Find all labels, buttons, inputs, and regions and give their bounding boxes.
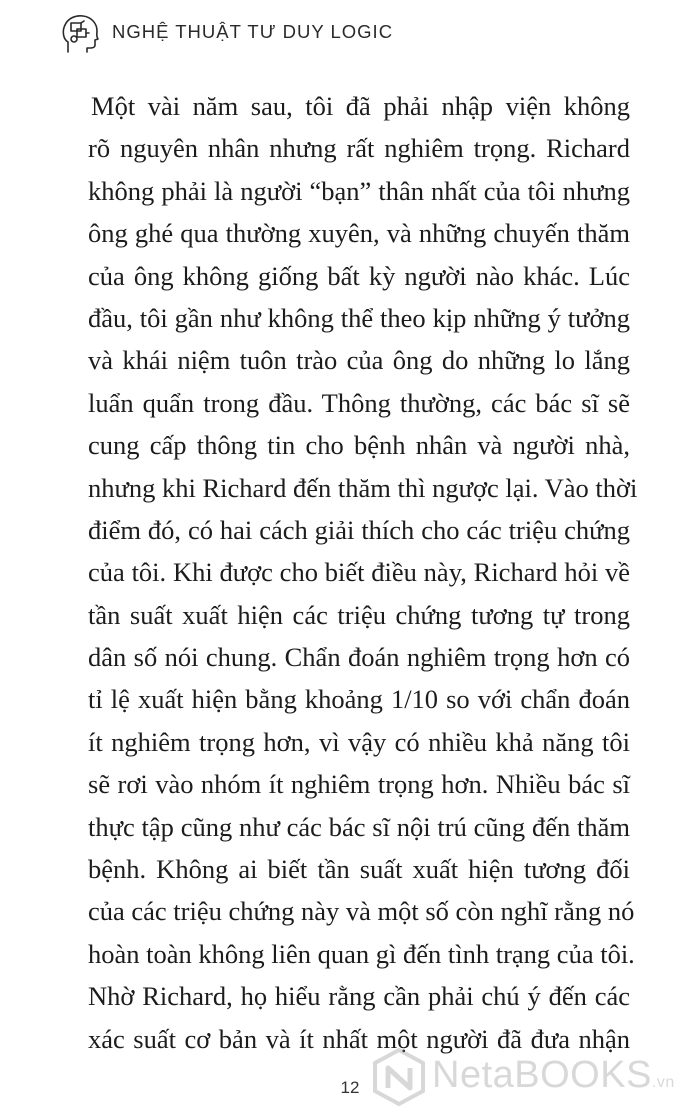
header-title: NGHỆ THUẬT TƯ DUY LOGIC — [112, 21, 394, 42]
text-line: nhưng khi Richard đến thăm thì ngược lại. Vào thời — [88, 472, 638, 503]
page-number: 12 — [340, 1078, 360, 1097]
text-line: điểm đó, có hai cách giải thích cho các triệu chứng — [88, 514, 630, 545]
text-line: ít nghiêm trọng hơn, vì vậy có nhiều khả năng tôi — [88, 726, 630, 757]
text-line: và khái niệm tuôn trào của ông do những lo lắng — [88, 345, 630, 376]
watermark-text — [432, 1054, 675, 1097]
text-line: dân số nói chung. Chẩn đoán nghiêm trọng hơn có — [88, 642, 630, 673]
text-line: của ông không giống bất kỳ người nào khác. Lúc — [88, 260, 630, 291]
watermark-brand: NetaBOOKS — [432, 1054, 652, 1096]
text-line: tỉ lệ xuất hiện bằng khoảng 1/10 so với chẩn đoán — [88, 684, 630, 715]
text-line: xác suất cơ bản và ít nhất một người đã đưa nhận — [88, 1023, 630, 1054]
text-line: sẽ rơi vào nhóm ít nghiêm trọng hơn. Nhiều bác sĩ — [88, 769, 630, 800]
running-header — [60, 12, 660, 56]
text-line: của các triệu chứng này và một số còn nghĩ rằng nó — [88, 896, 635, 927]
text-line: của tôi. Khi được cho biết điều này, Richard hỏi về — [88, 557, 630, 588]
head-with-gears-icon — [60, 12, 102, 54]
watermark — [372, 1048, 692, 1108]
text-line: hoàn toàn không liên quan gì đến tình trạng của tôi. — [88, 938, 635, 969]
text-line: tần suất xuất hiện các triệu chứng tương tự trong — [88, 599, 630, 630]
text-line: luẩn quẩn trong đầu. Thông thường, các bác sĩ sẽ — [88, 387, 630, 418]
watermark-suffix: .vn — [651, 1074, 675, 1091]
text-line: đầu, tôi gần như không thể theo kịp những ý tưởng — [88, 302, 630, 333]
text-line: thực tập cũng như các bác sĩ nội trú cũng đến thăm — [88, 811, 630, 842]
text-line: Một vài năm sau, tôi đã phải nhập viện không — [91, 91, 630, 121]
body-paragraph — [88, 85, 638, 1060]
neta-logo-icon — [372, 1048, 426, 1106]
text-line: bệnh. Không ai biết tần suất xuất hiện tương đối — [88, 854, 630, 885]
text-line: Nhờ Richard, họ hiểu rằng cần phải chú ý đến các — [88, 981, 630, 1012]
text-line: không phải là người “bạn” thân nhất của tôi nhưng — [88, 175, 630, 206]
text-line: ông ghé qua thường xuyên, và những chuyến thăm — [88, 218, 630, 249]
text-line: cung cấp thông tin cho bệnh nhân và người nhà, — [88, 430, 630, 461]
text-line: rõ nguyên nhân nhưng rất nghiêm trọng. Richard — [88, 133, 630, 164]
